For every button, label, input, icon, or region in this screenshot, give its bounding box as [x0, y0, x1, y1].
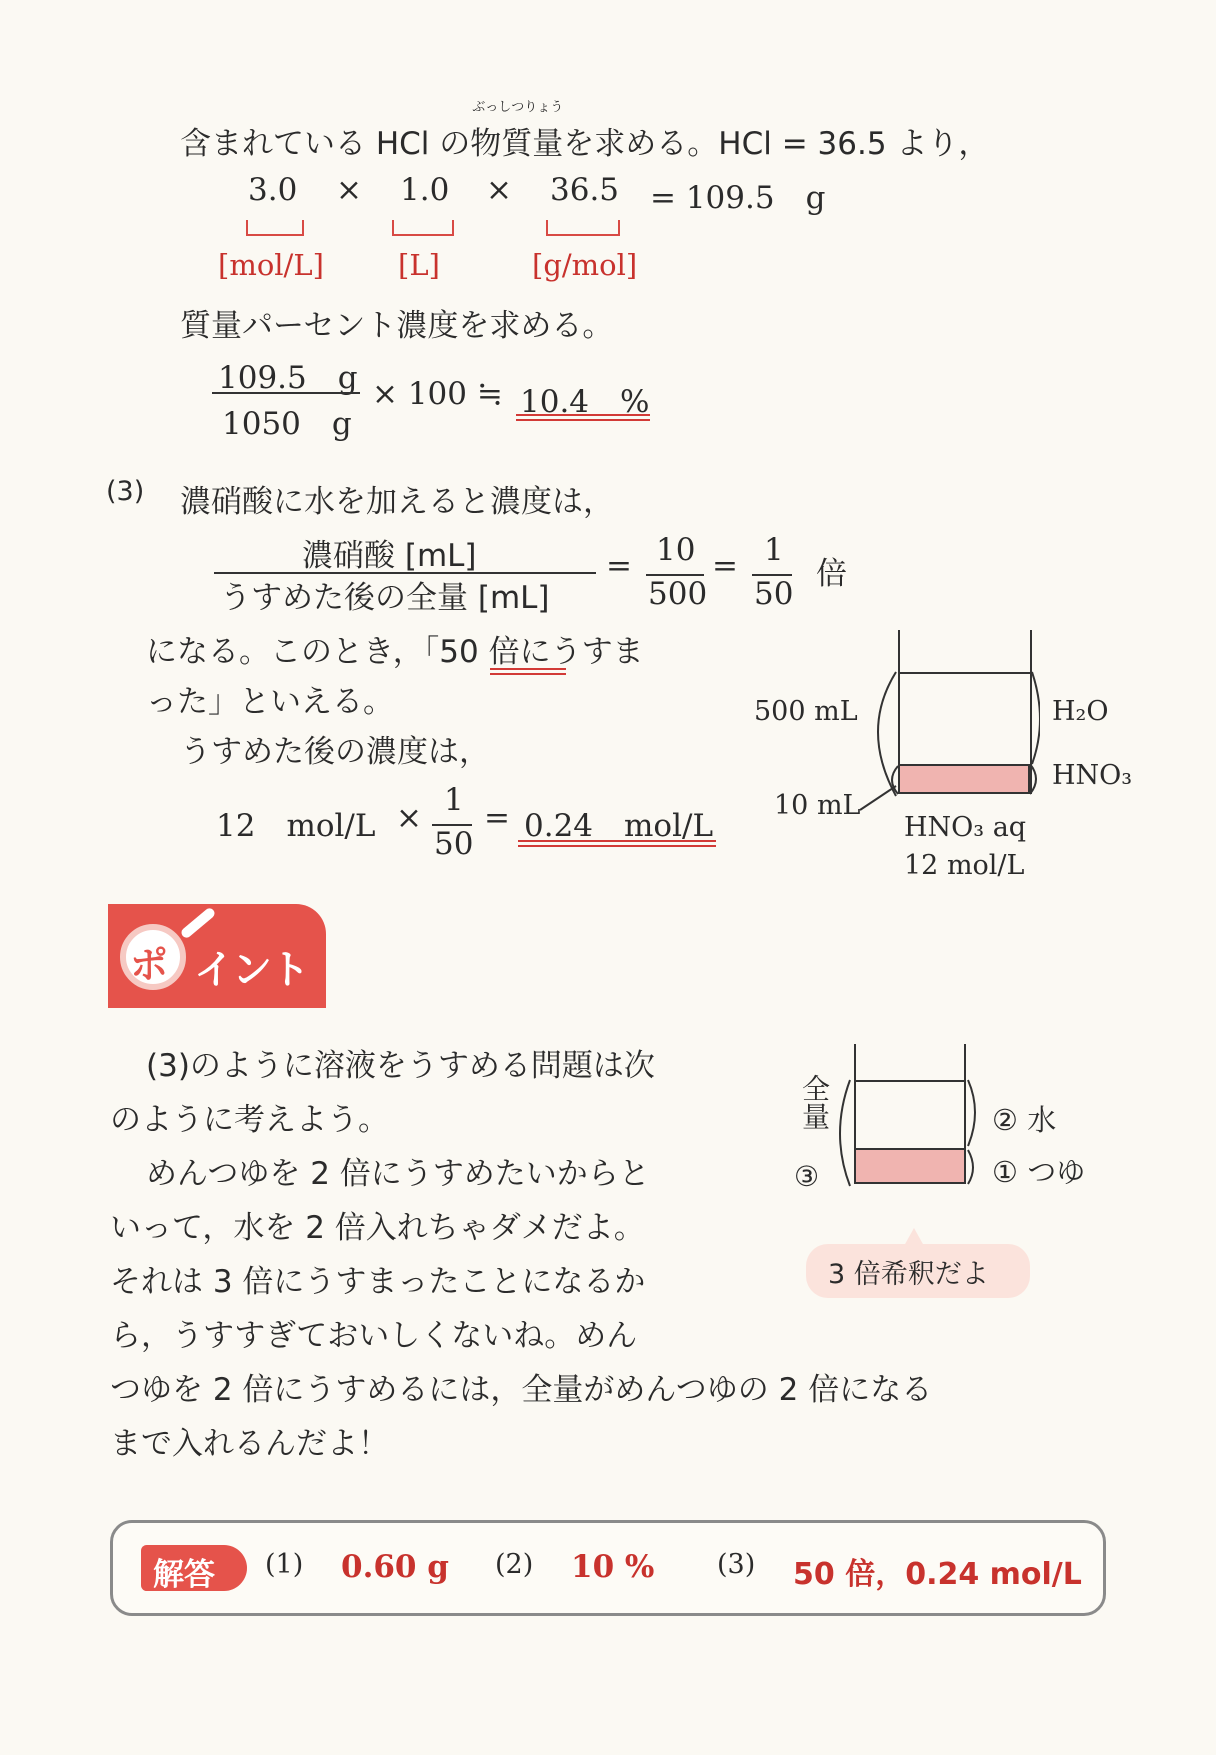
calc1-unit2: [L]: [398, 248, 440, 282]
beaker1-leader: [860, 786, 896, 810]
part3-answer-underline: [518, 840, 716, 847]
answer-2-label: (2): [495, 1549, 534, 1580]
part3-n2: 10: [656, 532, 696, 568]
calc2-answer: 10.4 %: [520, 384, 650, 420]
part3-50x-underline: [490, 668, 566, 675]
point-line-2: のように考えよう。: [110, 1102, 389, 1138]
part3-eq: =: [484, 800, 510, 836]
calc1-unit1: [mol/L]: [218, 248, 324, 282]
beaker1-solution-label: HNO₃ aq: [904, 812, 1027, 843]
beaker2-total-num: ③: [794, 1160, 820, 1193]
calc2-fraction-bar: [212, 392, 360, 394]
calc1-v2: 1.0: [400, 172, 450, 208]
part3-text1c: にうすま: [519, 634, 644, 670]
calc1-intro-line: [180, 100, 990, 163]
part3-frac-numerator: 濃硝酸 [mL]: [302, 538, 477, 574]
part3-c0: 12 mol/L: [216, 808, 376, 844]
point-line-7: つゆを 2 倍にうすめるには，全量がめんつゆの 2 倍になる: [110, 1372, 933, 1408]
caption-bubble-tail: [904, 1228, 924, 1246]
answer-3-value: 50 倍，0.24 mol/L: [793, 1557, 1082, 1592]
beaker1-acid-right-brace: [1028, 762, 1048, 798]
calc2-operator: × 100 ≒: [372, 376, 503, 412]
part3-eq2: =: [712, 548, 738, 584]
part3-n3: 1: [764, 532, 784, 568]
part3-d2: 500: [648, 576, 708, 612]
calc1-bracket1: [246, 220, 304, 236]
beaker2-tsuyu-label: ① つゆ: [992, 1155, 1086, 1189]
part3-text1: [146, 626, 644, 671]
point-line-8: まで入れるんだよ！: [110, 1426, 389, 1462]
beaker1-total-brace: [878, 672, 896, 796]
beaker2-total-label: 全量: [798, 1074, 831, 1130]
calc1-bracket2: [392, 220, 454, 236]
point-line-6: ら，うすすぎておいしくないね。めん: [110, 1318, 638, 1354]
answer-1-value: 0.60 g: [341, 1549, 449, 1585]
part3-eq1: =: [606, 548, 632, 584]
answer-1-label: (1): [265, 1549, 304, 1580]
calc1-times2: ×: [486, 172, 512, 208]
beaker2-water-brace: [968, 1080, 975, 1146]
calc1-intro-tail: を求める。HCl = 36.5 より，: [563, 126, 990, 162]
calc1-term: [470, 100, 564, 163]
calc1-times1: ×: [336, 172, 362, 208]
point-line-3: めんつゆを 2 倍にうすめたいからと: [146, 1156, 650, 1192]
calc1-intro: 含まれている HCl の: [180, 126, 471, 162]
beaker2-water-label: ② 水: [992, 1103, 1057, 1137]
part3-label: (3): [106, 476, 145, 507]
beaker1-conc-label: 12 mol/L: [904, 850, 1025, 881]
part3-unit: 倍: [816, 556, 847, 592]
beaker2-total-brace: [840, 1080, 850, 1186]
part3-answer: 0.24 mol/L: [524, 808, 714, 844]
calc1-result: = 109.5 g: [650, 180, 826, 216]
answers-badge: [141, 1545, 247, 1591]
calc1-bracket3: [546, 220, 620, 236]
part3-times: ×: [396, 800, 422, 836]
part3-intro: 濃硝酸に水を加えると濃度は，: [180, 484, 614, 520]
calc1-term-ruby: ぶっしつりょう: [472, 100, 564, 115]
beaker1-vol-total: 500 mL: [754, 696, 858, 727]
calc2-intro: 質量パーセント濃度を求める。: [180, 308, 614, 344]
point-badge: [108, 904, 326, 1008]
beaker2-caption: 3 倍希釈だよ: [828, 1259, 989, 1290]
calc1-unit3: [g/mol]: [532, 248, 638, 282]
part3-fn: 1: [444, 782, 464, 818]
calc1-term-text: 物質量: [470, 126, 564, 162]
calc2-numerator: 109.5 g: [218, 360, 358, 396]
answer-3-label: (3): [717, 1549, 756, 1580]
point-line-5: それは 3 倍にうすまったことになるか: [110, 1264, 646, 1300]
beaker1-water-label: H₂O: [1052, 696, 1109, 727]
part3-text2: った」といえる。: [146, 684, 394, 720]
answers-box: [110, 1520, 1106, 1616]
beaker1-acid-label: HNO₃: [1052, 760, 1133, 791]
beaker2-brackets: [820, 1074, 1000, 1194]
point-line-4: いって，水を 2 倍入れちゃダメだよ。: [110, 1210, 645, 1246]
point-line-1: (3)のように溶液をうすめる問題は次: [146, 1048, 655, 1084]
part3-frac-denominator: うすめた後の全量 [mL]: [220, 580, 550, 616]
part3-fd: 50: [434, 826, 474, 862]
part3-text3: うすめた後の濃度は，: [180, 734, 490, 770]
calc2-answer-underline: [516, 414, 650, 421]
magnifier-handle: [179, 906, 216, 939]
beaker1-water-brace: [1032, 672, 1040, 764]
answers-badge-text: 解答: [153, 1557, 215, 1593]
part3-d3: 50: [754, 576, 794, 612]
answer-2-value: 10 %: [571, 1549, 655, 1585]
point-badge-char: ポ: [130, 943, 169, 987]
beaker2-tsuyu-brace: [968, 1150, 973, 1184]
calc2-denominator: 1050 g: [222, 406, 352, 442]
calc1-v3: 36.5: [550, 172, 620, 208]
point-badge-rest: イント: [194, 947, 308, 993]
part3-text1a: になる。このとき，「: [146, 634, 440, 670]
calc1-v1: 3.0: [248, 172, 298, 208]
part3-text1b: 50 倍: [439, 634, 520, 670]
beaker1-vol-acid: 10 mL: [774, 790, 861, 821]
